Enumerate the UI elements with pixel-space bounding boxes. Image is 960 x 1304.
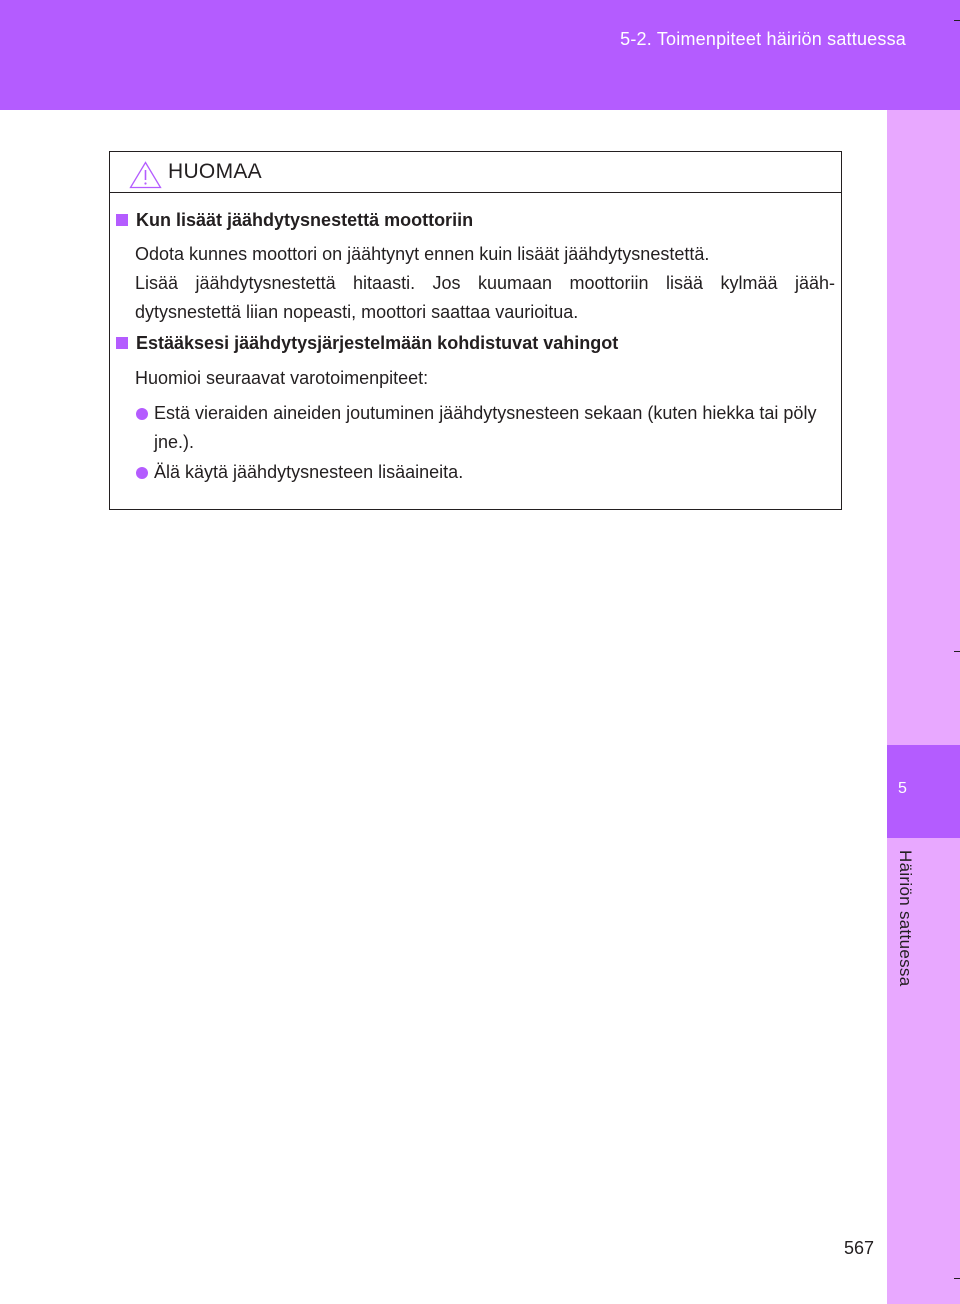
notice-header — [110, 152, 841, 193]
page-number: 567 — [843, 1238, 874, 1258]
crop-mark — [954, 651, 960, 652]
square-bullet-icon — [116, 337, 128, 349]
body-line: Lisää jäähdytysnestettä hitaasti. Jos kuumaan moottoriin lisää kylmää jääh- — [135, 273, 835, 293]
section-intro — [135, 364, 835, 393]
body-line: dytysnestettä liian nopeasti, moottori saattaa vaurioitua. — [135, 302, 579, 322]
round-bullet-icon — [136, 467, 148, 479]
square-bullet-icon — [116, 214, 128, 226]
bullet-line: Älä käytä jäähdytysnesteen lisäaineita. — [154, 462, 464, 482]
chapter-label: Häiriön sattuessa — [896, 850, 915, 987]
round-bullet-icon — [136, 408, 148, 420]
bullet-line: hiekka tai pöly jne.). — [154, 403, 817, 452]
section-body — [135, 240, 835, 327]
notice-title: HUOMAA — [168, 160, 262, 183]
body-line: Odota kunnes moottori on jäähtynyt ennen kuin lisäät jäähdytysnestettä. — [135, 244, 710, 264]
section-title: 5-2. Toimenpiteet häiriön sattuessa — [620, 29, 906, 49]
side-tab-strip — [887, 110, 960, 1304]
page-header — [0, 0, 960, 110]
section-heading — [116, 333, 618, 354]
bullet-item — [154, 458, 835, 487]
notice-box — [109, 151, 842, 510]
crop-mark — [954, 20, 960, 21]
section-heading-text: Kun lisäät jäähdytysnestettä moottoriin — [136, 210, 474, 230]
bullet-item — [154, 399, 835, 457]
crop-mark — [954, 1278, 960, 1279]
section-heading — [116, 210, 473, 231]
bullet-line: Estä vieraiden aineiden joutuminen jäähdytysnesteen sekaan (kuten — [154, 403, 698, 423]
warning-triangle-icon — [129, 161, 162, 189]
chapter-number: 5 — [898, 780, 907, 797]
section-heading-text: Estääksesi jäähdytysjärjestelmään kohdistuvat vahingot — [136, 333, 619, 353]
intro-line: Huomioi seuraavat varotoimenpiteet: — [135, 368, 429, 388]
